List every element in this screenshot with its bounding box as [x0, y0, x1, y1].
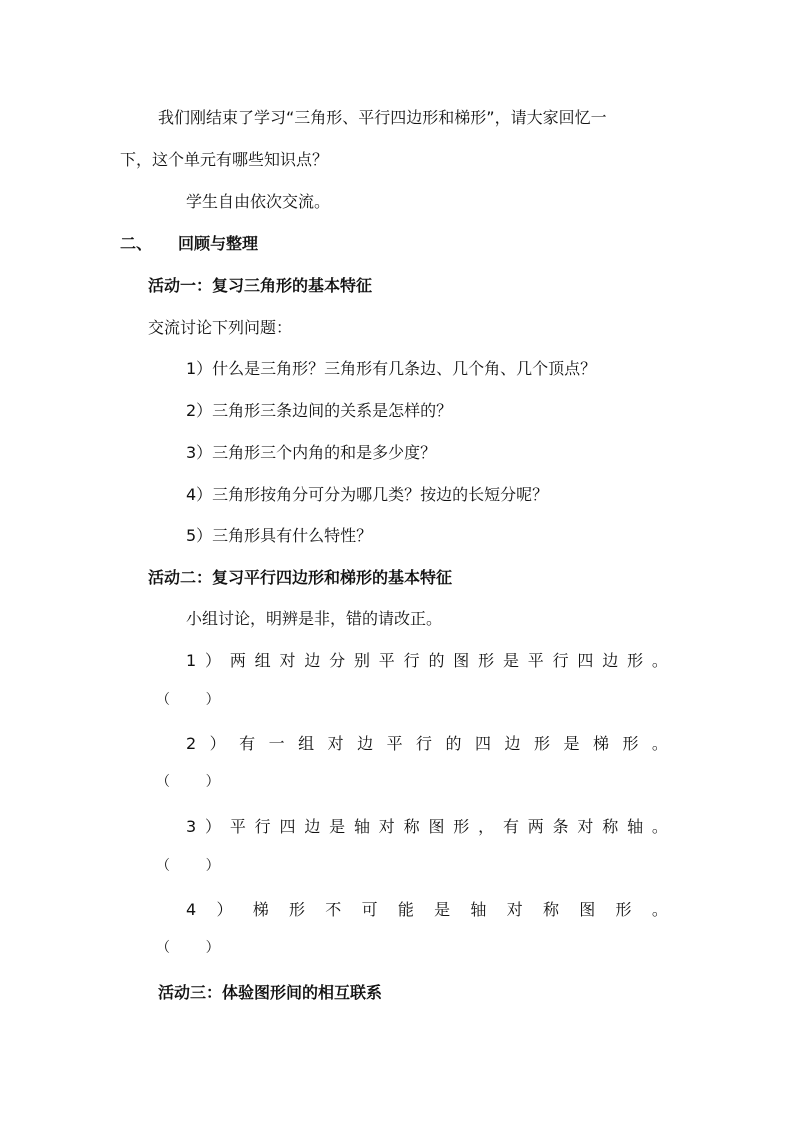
- statement-char: 梯: [592, 734, 609, 753]
- statement-char: 对: [506, 900, 523, 919]
- statement-char: 四: [577, 651, 594, 670]
- answer-blank-1[interactable]: （ ）: [156, 692, 220, 708]
- statement-char: 形: [289, 900, 306, 919]
- statement-char: ，: [478, 817, 495, 836]
- statement-char: 是: [563, 734, 580, 753]
- statement-char: 平: [527, 651, 544, 670]
- statement-row-1: [186, 651, 668, 671]
- statement-char: 。: [651, 651, 668, 670]
- statement-row-4: [186, 900, 668, 920]
- statement-char: 称: [403, 817, 420, 836]
- statement-char: 轴: [627, 817, 644, 836]
- statement-char: 图: [428, 817, 445, 836]
- activity-2-prompt: 小组讨论，明辨是非，错的请改正。: [186, 609, 443, 628]
- statement-char: 的: [445, 734, 462, 753]
- statement-char: 两: [229, 651, 246, 670]
- statement-char: 形: [615, 900, 632, 919]
- statement-char: 是: [329, 817, 346, 836]
- statement-char: 平: [386, 734, 403, 753]
- statement-char: 分: [329, 651, 346, 670]
- statement-char: 边: [504, 734, 521, 753]
- statement-char: 是: [502, 651, 519, 670]
- statement-char: 图: [453, 651, 470, 670]
- section-number: 二、: [120, 234, 153, 253]
- statement-char: 形: [627, 651, 644, 670]
- statement-char: 形: [622, 734, 639, 753]
- statement-char: 别: [353, 651, 370, 670]
- statement-char: 对: [577, 817, 594, 836]
- statement-char: 平: [229, 817, 246, 836]
- statement-char: 边: [602, 651, 619, 670]
- statement-char: 轴: [470, 900, 487, 919]
- statement-char: 平: [378, 651, 395, 670]
- statement-char: 对: [378, 817, 395, 836]
- statement-char: 1: [186, 651, 197, 670]
- statement-char: 四: [475, 734, 492, 753]
- statement-char: 轴: [353, 817, 370, 836]
- statement-char: 对: [279, 651, 296, 670]
- statement-char: 边: [357, 734, 374, 753]
- statement-char: 行: [552, 651, 569, 670]
- statement-char: 边: [304, 651, 321, 670]
- statement-char: 边: [304, 817, 321, 836]
- activity-1-question-4: 4）三角形按角分可分为哪几类？按边的长短分呢？: [186, 485, 549, 504]
- statement-char: 4: [186, 900, 197, 919]
- activity-3-title: 活动三：体验图形间的相互联系: [158, 983, 383, 1002]
- statement-char: 行: [403, 651, 420, 670]
- activity-2-title: 活动二：复习平行四边形和梯形的基本特征: [148, 568, 453, 587]
- statement-char: 图: [579, 900, 596, 919]
- statement-char: 称: [602, 817, 619, 836]
- statement-char: 不: [325, 900, 342, 919]
- statement-char: ）: [209, 734, 226, 753]
- statement-char: 四: [279, 817, 296, 836]
- section-title: 回顾与整理: [178, 234, 259, 253]
- activity-1-question-2: 2）三角形三条边间的关系是怎样的？: [186, 401, 453, 420]
- activity-1-question-5: 5）三角形具有什么特性？: [186, 526, 373, 545]
- intro-line-2: 下，这个单元有哪些知识点？: [120, 150, 329, 169]
- statement-char: 。: [651, 734, 668, 753]
- statement-char: ）: [205, 651, 222, 670]
- statement-char: 形: [533, 734, 550, 753]
- statement-char: 的: [428, 651, 445, 670]
- statement-char: 组: [254, 651, 271, 670]
- statement-char: 3: [186, 817, 197, 836]
- statement-char: 形: [478, 651, 495, 670]
- statement-char: 行: [416, 734, 433, 753]
- statement-char: 能: [397, 900, 414, 919]
- activity-1-title: 活动一：复习三角形的基本特征: [148, 276, 373, 295]
- statement-char: 有: [239, 734, 256, 753]
- answer-blank-2[interactable]: （ ）: [156, 774, 220, 790]
- statement-char: 。: [651, 900, 668, 919]
- statement-char: 行: [254, 817, 271, 836]
- statement-char: 梯: [252, 900, 269, 919]
- statement-char: ）: [216, 900, 233, 919]
- activity-1-question-3: 3）三角形三个内角的和是多少度？: [186, 443, 437, 462]
- statement-char: 组: [298, 734, 315, 753]
- statement-char: 形: [453, 817, 470, 836]
- statement-char: 可: [361, 900, 378, 919]
- statement-char: 有: [502, 817, 519, 836]
- answer-blank-4[interactable]: （ ）: [156, 940, 220, 956]
- intro-line-3: 学生自由依次交流。: [186, 192, 331, 211]
- activity-1-prompt: 交流讨论下列问题：: [148, 318, 293, 337]
- statement-char: 是: [434, 900, 451, 919]
- intro-line-1: 我们刚结束了学习“三角形、平行四边形和梯形”，请大家回忆一: [158, 108, 607, 127]
- statement-char: 。: [651, 817, 668, 836]
- statement-char: 两: [527, 817, 544, 836]
- statement-char: 称: [542, 900, 559, 919]
- statement-char: 一: [268, 734, 285, 753]
- answer-blank-3[interactable]: （ ）: [156, 858, 220, 874]
- statement-char: 2: [186, 734, 197, 753]
- statement-char: 对: [327, 734, 344, 753]
- statement-row-2: [186, 734, 668, 754]
- statement-row-3: [186, 817, 668, 837]
- statement-char: 条: [552, 817, 569, 836]
- statement-char: ）: [205, 817, 222, 836]
- activity-1-question-1: 1）什么是三角形？三角形有几条边、几个角、几个顶点？: [186, 359, 597, 378]
